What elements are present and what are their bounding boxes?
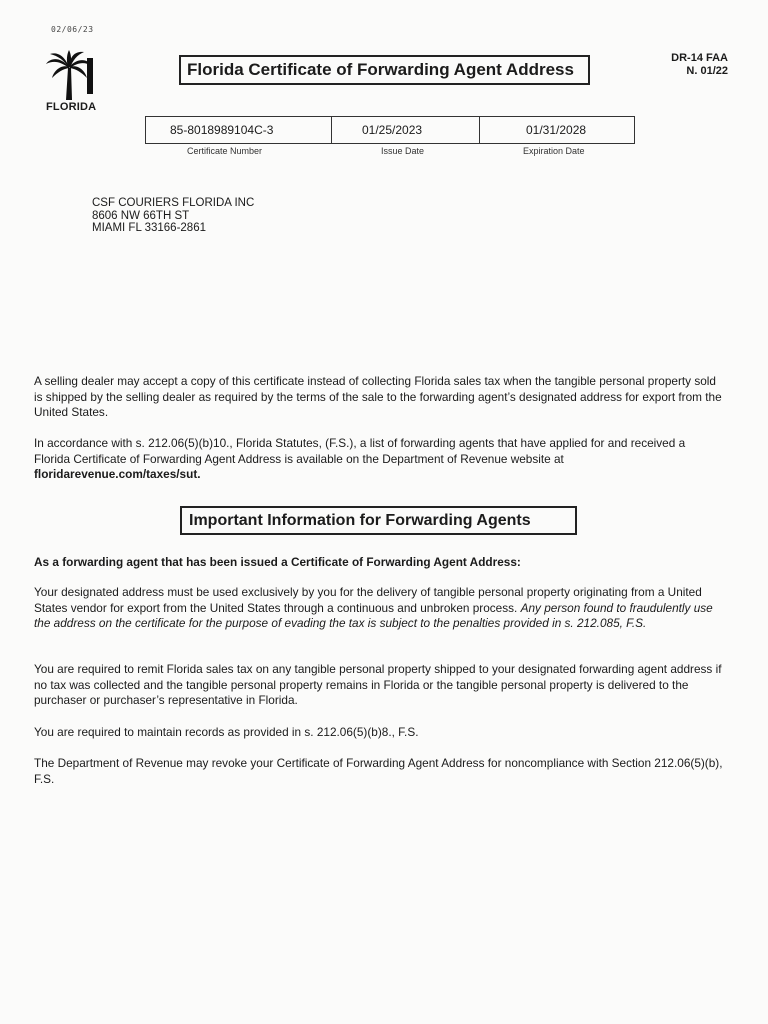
date-stamp: 02/06/23 [51,25,94,34]
florida-logo-text: FLORIDA [46,101,97,113]
issue-date-value: 01/25/2023 [332,117,480,143]
issue-date-label: Issue Date [381,146,425,156]
expiration-date-label: Expiration Date [523,146,585,156]
info-paragraph-1 [34,585,724,632]
certificate-info-table [145,116,635,144]
intro-paragraph-2-period: . [197,467,201,481]
certificate-number-value: 85-8018989104C-3 [146,117,332,143]
form-identifier [671,52,728,78]
address-line-3: MIAMI FL 33166-2861 [92,222,206,234]
forwarding-agent-lead: As a forwarding agent that has been issued a Certificate of Forwarding Agent Address: [34,555,521,569]
intro-paragraph-2-text: In accordance with s. 212.06(5)(b)10., Florida Statutes, (F.S.), a list of forwarding agents that have applied for and received a Florida Certificate of Forwarding Agent Address is available on the Department of Revenue website at [34,436,686,466]
page-title: Florida Certificate of Forwarding Agent Address [179,55,590,85]
form-number: DR-14 FAA [671,52,728,64]
expiration-date-value: 01/31/2028 [526,123,587,137]
info-paragraph-4: The Department of Revenue may revoke your Certificate of Forwarding Agent Address for noncompliance with Section 212.06(5)(b), F.S. [34,756,723,786]
intro-paragraph-1: A selling dealer may accept a copy of this certificate instead of collecting Florida sales tax when the tangible personal property sold is shipped by the selling dealer as required by the terms of the sale to the forwarding agent’s designated address for export from the United States. [34,374,722,419]
info-paragraph-3: You are required to maintain records as provided in s. 212.06(5)(b)8., F.S. [34,725,419,739]
section-title: Important Information for Forwarding Agents [180,506,577,535]
address-line-1: CSF COURIERS FLORIDA INC [92,197,255,209]
info-paragraph-1-penalty: Any person found to fraudulently use the address on the certificate for the purpose of evading the tax is subject to the penalties provided in s. 212.085, F.S. [34,600,713,630]
mailing-address [92,197,254,235]
info-paragraph-1-text: Your designated address must be used exclusively by you for the delivery of tangible personal property originating from a United States vendor for export from the United States through a continuous and unbroken process. [34,585,702,615]
intro-paragraph-2 [34,436,724,483]
certificate-number-label: Certificate Number [187,146,263,156]
form-revision: N. 01/22 [686,65,728,77]
info-paragraph-2: You are required to remit Florida sales tax on any tangible personal property shipped to your designated forwarding agent address if no tax was collected and the tangible personal property remains in Florida or the tangible personal property is delivered to the purchaser or purchaser’s representative in Florida. [34,662,722,707]
address-line-2: 8606 NW 66TH ST [92,209,190,222]
website-link[interactable]: floridarevenue.com/taxes/sut [34,467,198,481]
